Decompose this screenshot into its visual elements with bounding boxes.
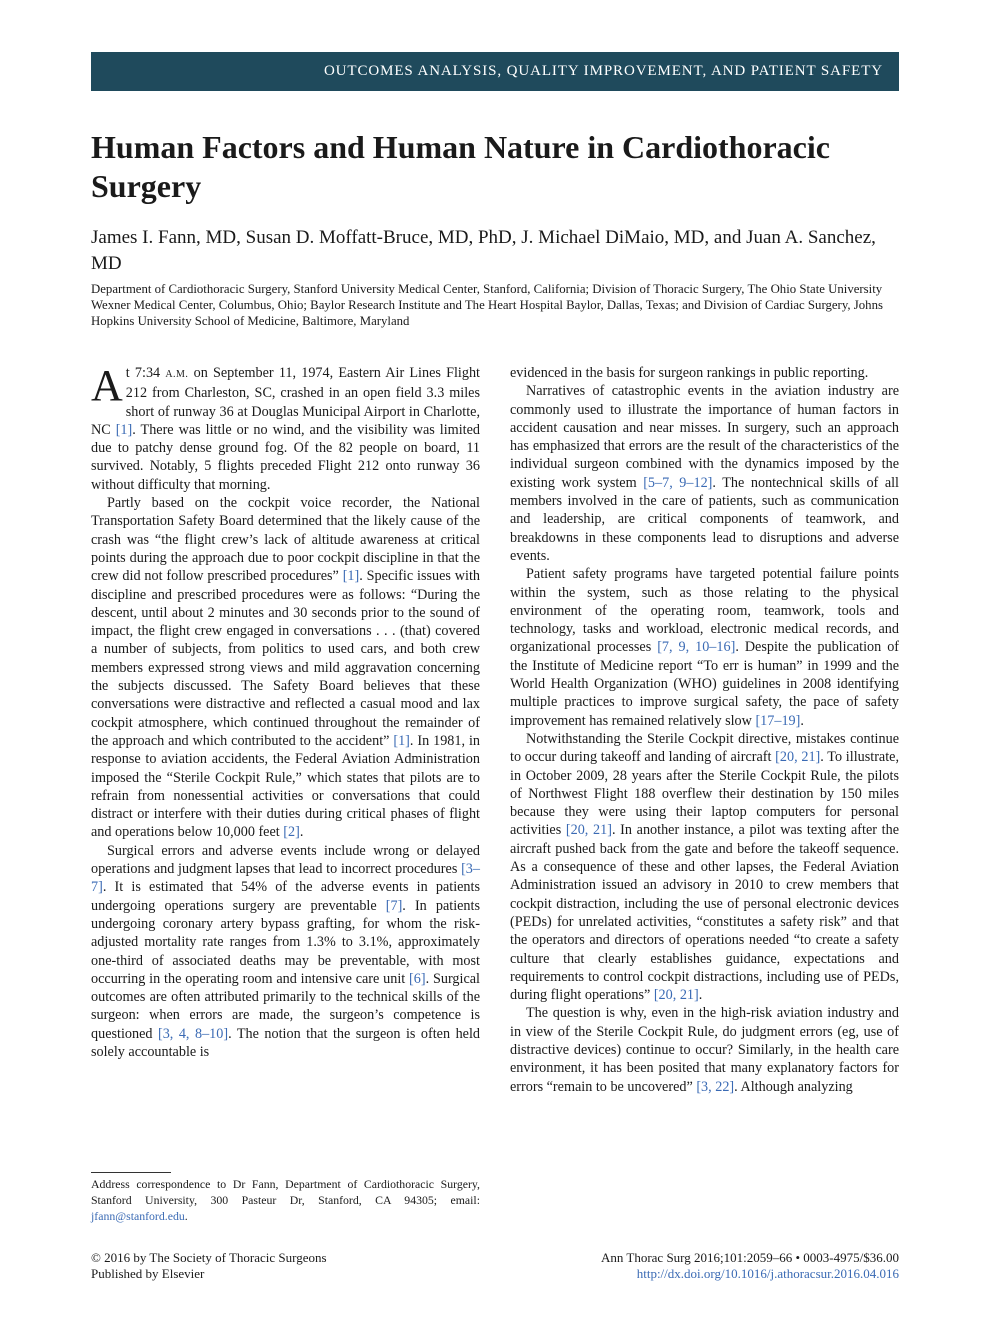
text-run: . xyxy=(800,712,804,729)
text-run: . There was little or no wind, and the visibility was limited due to patchy dense ground fog. Of the 82 people on board, 11 survived. Notably, 5 flights preceded Flight 212 onto runway 36 without difficulty that morning. xyxy=(91,421,480,493)
footer-left xyxy=(91,1250,327,1282)
citation-link[interactable]: [1] xyxy=(393,732,410,749)
author-list: James I. Fann, MD, Susan D. Moffatt-Bruce, MD, PhD, J. Michael DiMaio, MD, and Juan A. Sanchez, MD xyxy=(91,227,876,274)
section-banner xyxy=(91,52,899,91)
citation-link[interactable]: [3–7] xyxy=(91,861,480,896)
text-run: Surgical errors and adverse events include wrong or delayed operations and judgment lapses that lead to incorrect procedures xyxy=(91,842,480,878)
citation-link[interactable]: [1] xyxy=(342,568,360,585)
text-run: . xyxy=(299,824,304,841)
text-run: The question is why, even in the high-risk aviation industry and in view of the Sterile Cockpit Rule, do judgment errors (eg, use of distractive devices) continue to occur? Similarly, in the health care environment, it has been posited that many explanatory factors for errors “remain to be uncovered” xyxy=(510,1005,899,1095)
paragraph-1 xyxy=(91,361,480,494)
text-run: Partly based on the cockpit voice recorder, the National Transportation Safety Board determined that the likely cause of the crash was “the flight crew’s lack of altitude awareness at critical points during the approach due to poor cockpit discipline in that the crew did not follow prescribed procedures” xyxy=(91,495,480,585)
citation-link[interactable]: [1] xyxy=(115,421,133,438)
paragraph-4 xyxy=(510,364,899,382)
doi-link[interactable]: http://dx.doi.org/10.1016/j.athoracsur.2016.04.016 xyxy=(636,1266,899,1281)
citation-link[interactable]: [20, 21] xyxy=(653,987,699,1004)
citation-link[interactable]: [7, 9, 10–16] xyxy=(657,639,736,656)
paragraph-3 xyxy=(91,842,480,1062)
paragraph-6 xyxy=(510,565,899,730)
text-run: A.M. xyxy=(165,369,189,380)
citation-link[interactable]: [20, 21] xyxy=(565,822,612,839)
section-banner-text: OUTCOMES ANALYSIS, QUALITY IMPROVEMENT, AND PATIENT SAFETY xyxy=(323,63,883,79)
text-run: . In 1981, in response to aviation accidents, the Federal Aviation Administration imposed the “Sterile Cockpit Rule,” which states that pilots are to refrain from nonessential activities or conversations that could distract or interfere with their duties during critical phases of flight and operations below 10,000 feet xyxy=(91,732,480,841)
paragraph-5 xyxy=(510,382,899,565)
email-link[interactable]: jfann@stanford.edu xyxy=(91,1209,185,1223)
citation-link[interactable]: [17–19] xyxy=(755,712,801,729)
affiliations: Department of Cardiothoracic Surgery, Stanford University Medical Center, Stanford, California; Division of Thoracic Surgery, The Ohio State University Wexner Medical Center, Columbus, Ohio; Baylor Research Institute and The Heart Hospital Baylor, Dallas, Texas; and Division of Cardiac Surgery, Johns Hopkins University School of Medicine, Baltimore, Maryland xyxy=(91,282,883,328)
citation-link[interactable]: [6] xyxy=(409,970,426,987)
paragraph-7 xyxy=(510,730,899,1004)
footnote-divider xyxy=(91,1172,171,1173)
citation-link[interactable]: [3, 4, 8–10] xyxy=(157,1025,229,1042)
text-run: . Specific issues with discipline and prescribed procedures were as follows: “During the descent, until about 2 minutes and 30 seconds prior to the sound of impact, the flight crew engaged in conversations . . . (that) covered a number of subjects, from politics to used cars, and both crew members expressed strong views and mild aggravation concerning the subjects discussed. The Safety Board believes that these conversations were distractive and reflected a casual mood and lax cockpit atmosphere, which continued throughout the remainder of the approach and which contributed to the accident” xyxy=(91,568,481,749)
text-run: evidenced in the basis for surgeon rankings in public reporting. xyxy=(510,365,869,381)
citation-link[interactable]: [7] xyxy=(385,897,403,914)
text-run: . To illustrate, in October 2009, 28 years after the Sterile Cockpit Rule, the pilots of Northwest Flight 188 overflew their destination by 150 miles because they were using their laptop computers for personal activities xyxy=(510,749,899,839)
text-run: Patient safety programs have targeted potential failure points within the system, such as those relating to the physical environment of the operating room, teamwork, tools and technology, tasks and workload, electronic medical records, and organizational processes xyxy=(510,566,899,656)
citation-link[interactable]: [20, 21] xyxy=(775,749,821,766)
citation-link[interactable]: [2] xyxy=(283,824,300,841)
footer-right xyxy=(601,1250,899,1282)
paragraph-8 xyxy=(510,1004,899,1095)
text-run: Address correspondence to Dr Fann, Department of Cardiothoracic Surgery, Stanford University, 300 Pasteur Dr, Stanford, CA 94305; email: xyxy=(91,1177,480,1207)
text-run: . The nontechnical skills of all members involved in the care of patients, such as communication and leadership, are critical components of teamwork, and breakdowns in these components lead to disruptions and adverse events. xyxy=(510,474,900,564)
text-run: . xyxy=(184,1209,188,1223)
body-column-left xyxy=(91,361,481,1061)
text-run: . In another instance, a pilot was texting after the aircraft pushed back from the gate and before the takeoff sequence. As a consequence of these and other lapses, the Federal Aviation Administration issued an advisory in 2010 to crew members that cockpit distraction, including the use of personal electronic devices (PEDs) for unrelated activities, “constitutes a safety risk” and that the operators and directors of operations needed “to create a safety culture that clearly establishes guidance, expectations and requirements to control cockpit distractions, including use of PEDs, during flight operations” xyxy=(510,822,899,1004)
text-run: . Although analyzing xyxy=(734,1078,853,1095)
text-run: Narratives of catastrophic events in the aviation industry are commonly used to illustrate the importance of human factors in accident causation and near misses. In surgery, such an approach has emphasized that errors are the result of the characteristics of the individual surgeon combined with the dynamics imposed by the existing work system xyxy=(510,383,899,491)
text-run: t 7:34 xyxy=(125,365,166,381)
text-run: . It is estimated that 54% of the adverse events in patients undergoing operations surgery are preventable xyxy=(91,879,480,914)
paragraph-2 xyxy=(91,494,480,842)
text-run: . Despite the publication of the Institute of Medicine report “To err is human” in 1999 and the World Health Organization (WHO) guidelines in 2008 identifying multiple practices to improve surgical safety, the pace of safety improvement has remained relatively slow xyxy=(510,639,900,729)
text-run: on September 11, 1974, Eastern Air Lines Flight 212 from Charleston, SC, crashed in an open field 3.3 miles short of runway 36 at Douglas Municipal Airport in Charlotte, NC xyxy=(91,365,480,438)
text-run: . The notion that the surgeon is often held solely accountable is xyxy=(91,1025,480,1060)
citation-link[interactable]: [5–7, 9–12] xyxy=(643,474,713,491)
journal-citation: Ann Thorac Surg 2016;101:2059–66 • 0003-4975/$36.00 xyxy=(600,1250,899,1265)
correspondence-footnote xyxy=(91,1176,480,1224)
drop-cap: A xyxy=(91,361,123,410)
text-run: . In patients undergoing coronary artery bypass grafting, for whom the risk-adjusted mortality rate ranges from 1.3% to 3.1%, approximately one-third of associated deaths may be preventable, with most occurring in the operating room and intensive care unit xyxy=(91,897,480,987)
text-run: . Surgical outcomes are often attributed primarily to the technical skills of the surgeon: when errors are made, the surgeon’s competence is questioned xyxy=(91,970,480,1042)
text-run: . xyxy=(698,987,703,1004)
article-title: Human Factors and Human Nature in Cardiothoracic Surgery xyxy=(91,129,830,204)
citation-link[interactable]: [3, 22] xyxy=(696,1078,735,1095)
body-column-right xyxy=(510,364,899,1096)
publisher-line: Published by Elsevier xyxy=(91,1266,205,1281)
text-run: Notwithstanding the Sterile Cockpit directive, mistakes continue to occur during takeoff and landing of aircraft xyxy=(510,730,899,766)
copyright-line: © 2016 by The Society of Thoracic Surgeons xyxy=(91,1250,327,1265)
